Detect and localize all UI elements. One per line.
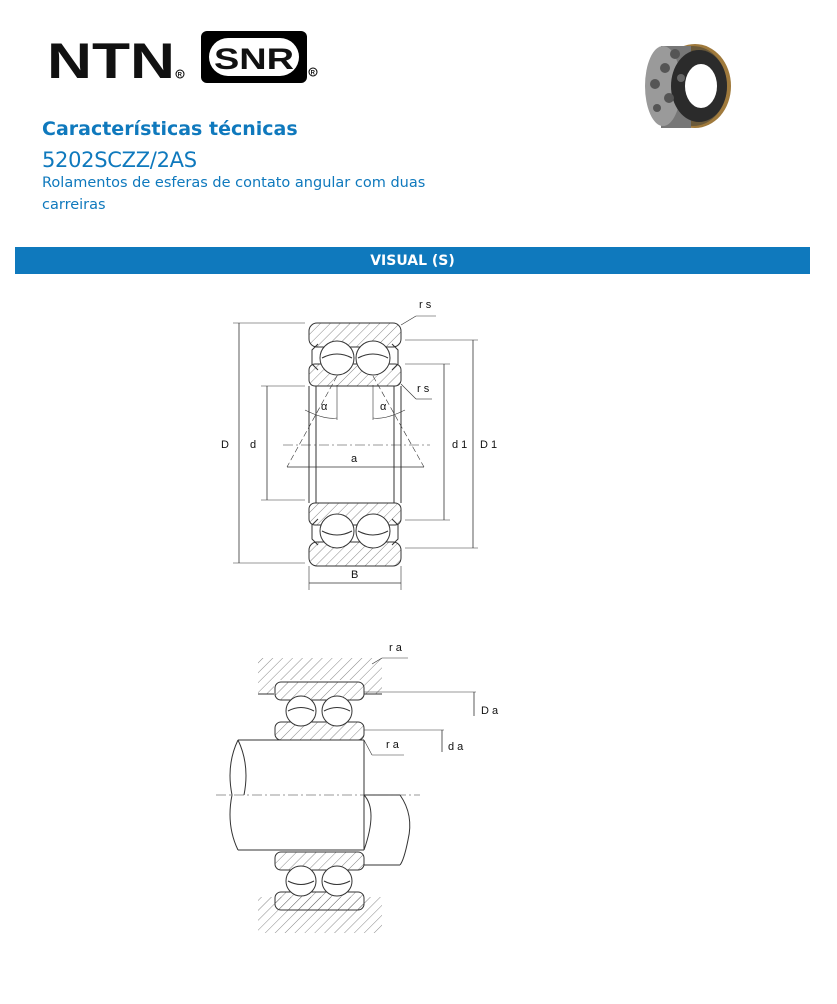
- label-Da: D a: [481, 705, 499, 717]
- label-ra-top: r a: [389, 642, 402, 654]
- svg-text:NTN: NTN: [47, 36, 175, 82]
- label-rs-top: r s: [419, 299, 432, 311]
- svg-text:SNR: SNR: [214, 43, 295, 76]
- svg-text:R: R: [310, 70, 315, 77]
- product-reference: 5202SCZZ/2AS: [42, 148, 197, 172]
- label-da: d a: [448, 741, 464, 753]
- svg-text:R: R: [177, 72, 182, 79]
- mounting-dimension-diagram: [216, 658, 476, 933]
- page-title: Características técnicas: [42, 118, 298, 140]
- label-D1: D 1: [480, 439, 498, 451]
- label-a: a: [351, 453, 358, 465]
- section-label: VISUAL (S): [370, 252, 455, 269]
- product-description: Rolamentos de esferas de contato angular com duas carreiras: [42, 175, 426, 213]
- label-rs-mid: r s: [417, 383, 430, 395]
- label-d: d: [250, 439, 257, 451]
- label-D: D: [221, 439, 229, 451]
- label-ra-mid: r a: [386, 739, 399, 751]
- label-alpha-right: α: [380, 401, 387, 413]
- label-B: B: [351, 569, 359, 581]
- label-d1: d 1: [452, 439, 468, 451]
- label-alpha-left: α: [321, 401, 328, 413]
